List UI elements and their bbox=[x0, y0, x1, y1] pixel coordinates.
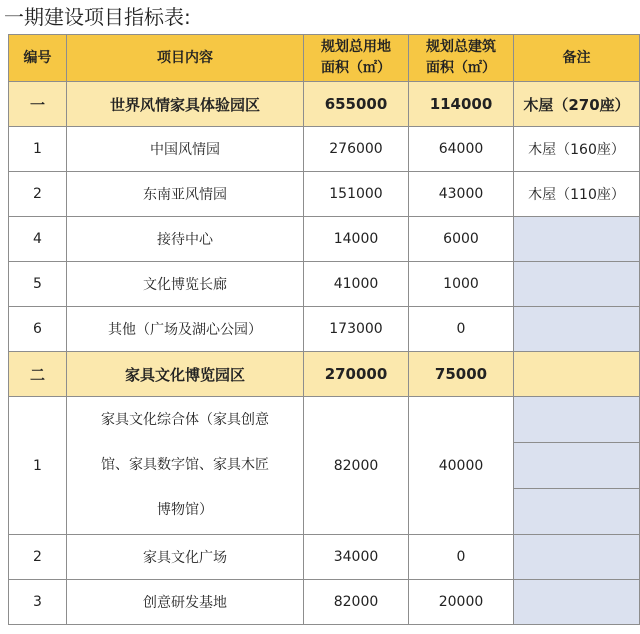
row-content: 其他（广场及湖心公园） bbox=[67, 307, 304, 352]
header-build-area-line1: 规划总建筑 bbox=[426, 39, 496, 55]
row-build-area: 43000 bbox=[409, 172, 514, 217]
row-land-area: 270000 bbox=[304, 352, 409, 397]
row-land-area: 276000 bbox=[304, 127, 409, 172]
header-id: 编号 bbox=[9, 35, 67, 82]
table-row bbox=[9, 172, 640, 217]
row-note bbox=[514, 580, 640, 625]
page-title: 一期建设项目指标表: bbox=[4, 5, 191, 29]
section-row bbox=[9, 82, 640, 127]
header-build-area-line2: 面积（㎡） bbox=[426, 60, 496, 76]
table-row bbox=[9, 535, 640, 580]
row-build-area: 0 bbox=[409, 535, 514, 580]
row-id: 2 bbox=[9, 535, 67, 580]
row-id: 1 bbox=[9, 127, 67, 172]
note-subcell bbox=[514, 443, 639, 489]
row-land-area: 41000 bbox=[304, 262, 409, 307]
row-note: 木屋（270座） bbox=[514, 82, 640, 127]
row-id: 1 bbox=[9, 397, 67, 535]
header-note: 备注 bbox=[514, 35, 640, 82]
row-id: 3 bbox=[9, 580, 67, 625]
row-content-line: 馆、家具数字馆、家具木匠 bbox=[101, 457, 269, 473]
row-land-area: 151000 bbox=[304, 172, 409, 217]
row-note bbox=[514, 217, 640, 262]
row-id: 2 bbox=[9, 172, 67, 217]
row-content: 文化博览长廊 bbox=[67, 262, 304, 307]
note-subcell bbox=[514, 397, 639, 443]
table-row bbox=[9, 127, 640, 172]
row-land-area: 173000 bbox=[304, 307, 409, 352]
row-land-area: 82000 bbox=[304, 580, 409, 625]
row-content: 世界风情家具体验园区 bbox=[67, 82, 304, 127]
row-note bbox=[514, 397, 640, 535]
row-build-area: 6000 bbox=[409, 217, 514, 262]
table-row bbox=[9, 217, 640, 262]
header-land-area-line2: 面积（㎡） bbox=[321, 60, 391, 76]
row-land-area: 14000 bbox=[304, 217, 409, 262]
table-row bbox=[9, 307, 640, 352]
section-row bbox=[9, 352, 640, 397]
row-build-area: 20000 bbox=[409, 580, 514, 625]
row-build-area: 0 bbox=[409, 307, 514, 352]
row-content: 创意研发基地 bbox=[67, 580, 304, 625]
table-header-row bbox=[9, 35, 640, 82]
row-build-area: 64000 bbox=[409, 127, 514, 172]
row-build-area: 114000 bbox=[409, 82, 514, 127]
row-land-area: 82000 bbox=[304, 397, 409, 535]
table-row bbox=[9, 397, 640, 535]
row-land-area: 34000 bbox=[304, 535, 409, 580]
row-build-area: 75000 bbox=[409, 352, 514, 397]
header-land-area-line1: 规划总用地 bbox=[321, 39, 391, 55]
row-id: 6 bbox=[9, 307, 67, 352]
row-note bbox=[514, 535, 640, 580]
row-land-area: 655000 bbox=[304, 82, 409, 127]
row-content: 中国风情园 bbox=[67, 127, 304, 172]
row-id: 4 bbox=[9, 217, 67, 262]
note-subcell bbox=[514, 489, 639, 534]
row-id: 一 bbox=[9, 82, 67, 127]
row-content: 家具文化广场 bbox=[67, 535, 304, 580]
row-content-line: 博物馆） bbox=[157, 502, 213, 518]
row-id: 二 bbox=[9, 352, 67, 397]
row-build-area: 1000 bbox=[409, 262, 514, 307]
table-row bbox=[9, 262, 640, 307]
row-note: 木屋（160座） bbox=[514, 127, 640, 172]
table-row bbox=[9, 580, 640, 625]
row-note bbox=[514, 352, 640, 397]
row-note bbox=[514, 262, 640, 307]
project-index-table bbox=[8, 34, 640, 625]
row-id: 5 bbox=[9, 262, 67, 307]
row-content bbox=[67, 397, 304, 535]
header-content: 项目内容 bbox=[67, 35, 304, 82]
row-content: 东南亚风情园 bbox=[67, 172, 304, 217]
row-content: 接待中心 bbox=[67, 217, 304, 262]
header-build-area bbox=[409, 35, 514, 82]
row-content-line: 家具文化综合体（家具创意 bbox=[101, 412, 269, 428]
header-land-area bbox=[304, 35, 409, 82]
row-content: 家具文化博览园区 bbox=[67, 352, 304, 397]
row-build-area: 40000 bbox=[409, 397, 514, 535]
row-note bbox=[514, 307, 640, 352]
row-note: 木屋（110座） bbox=[514, 172, 640, 217]
